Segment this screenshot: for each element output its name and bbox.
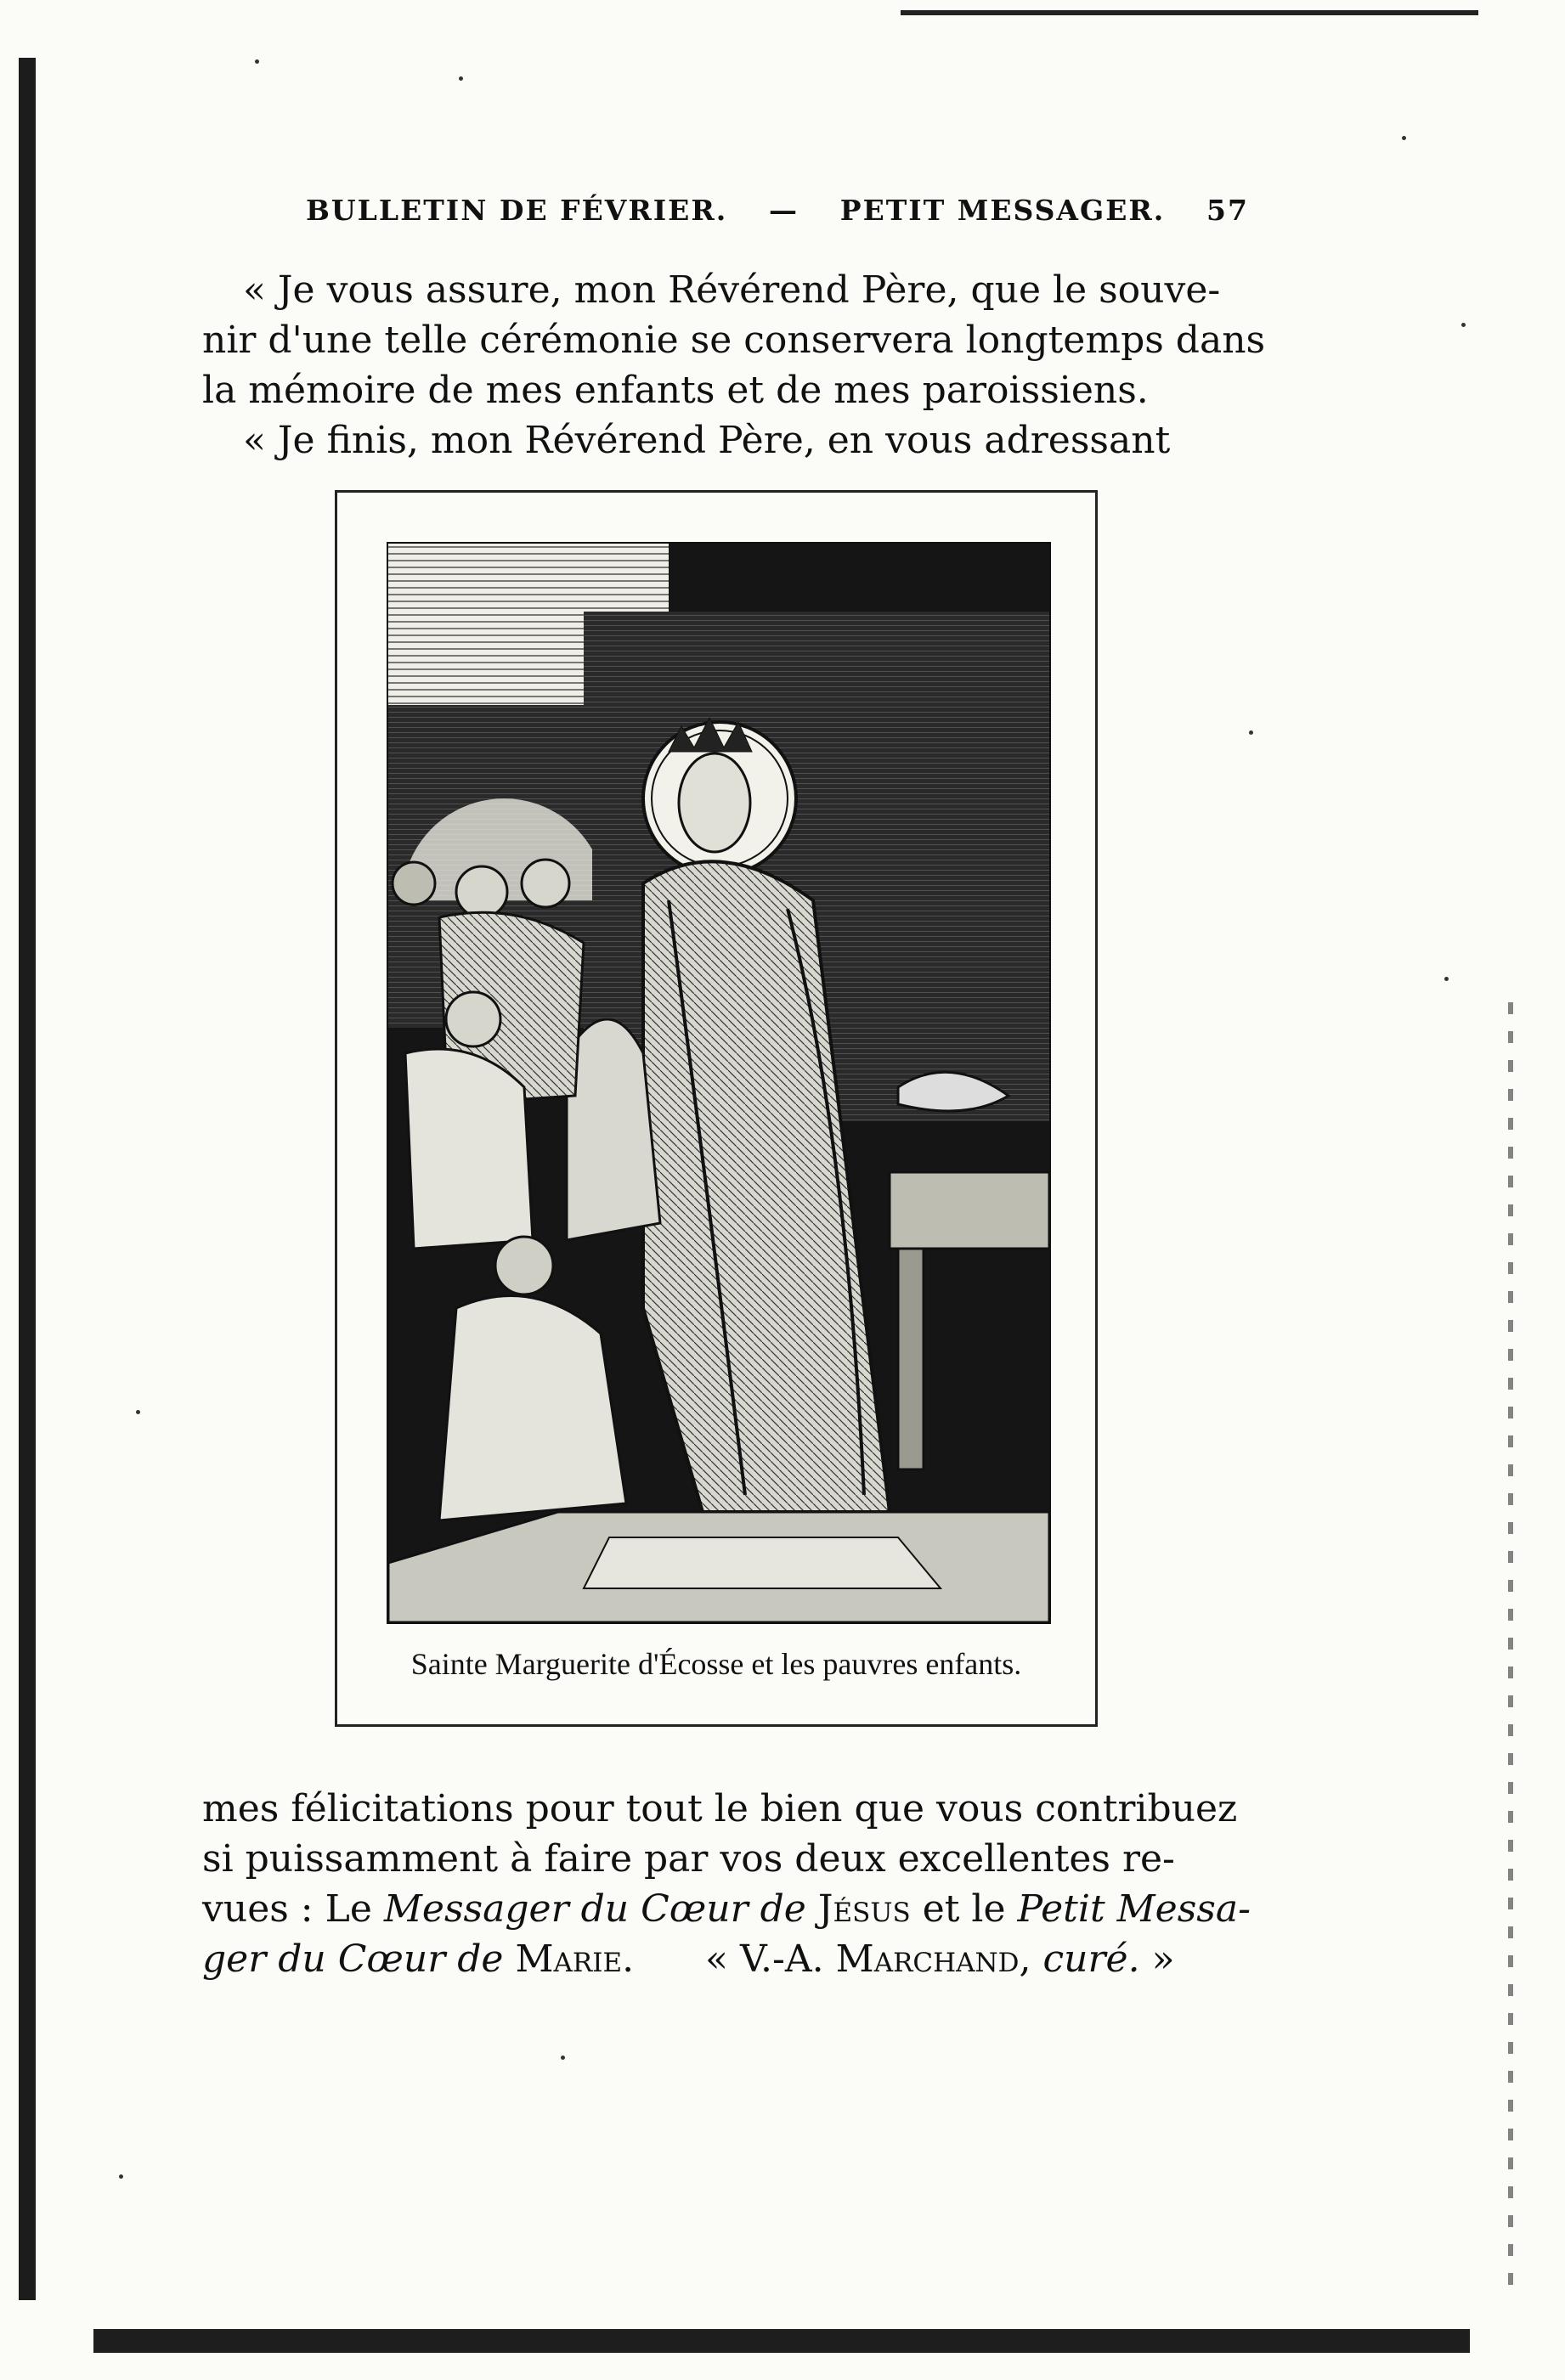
scan-left-edge xyxy=(19,58,36,2300)
text-line: la mémoire de mes enfants et de mes paroissiens. xyxy=(202,369,1149,412)
text-line xyxy=(202,1884,1251,1934)
scan-speck xyxy=(1402,136,1406,140)
text-run: Marie. xyxy=(515,1937,635,1981)
journal-title: Petit Messa- xyxy=(1017,1887,1251,1931)
scan-top-edge xyxy=(901,10,1478,15)
running-head-right: PETIT MESSAGER. xyxy=(839,194,1166,227)
illustration-frame xyxy=(335,490,1098,1727)
scan-speck xyxy=(136,1410,140,1414)
scan-speck xyxy=(1444,977,1449,981)
text-line xyxy=(202,1934,1230,1984)
scan-right-edge xyxy=(1508,1002,1513,2293)
scan-speck xyxy=(1249,730,1253,735)
top-paragraphs xyxy=(202,265,1266,465)
signature-name: Marchand, xyxy=(835,1937,1031,1981)
journal-title: Messager du Cœur de xyxy=(383,1887,806,1931)
text-line: « Je vous assure, mon Révérend Père, que le souve- xyxy=(243,268,1221,312)
text-line: « Je finis, mon Révérend Père, en vous adressant xyxy=(243,419,1171,462)
engraving xyxy=(387,542,1051,1624)
figure-caption: Sainte Marguerite d'Écosse et les pauvres enfants. xyxy=(410,1647,1022,1681)
running-head-left: BULLETIN DE FÉVRIER. xyxy=(306,194,728,227)
scan-speck xyxy=(119,2174,123,2179)
page-number: 57 xyxy=(1206,194,1249,227)
text-line: mes félicitations pour tout le bien que vous contribuez xyxy=(202,1787,1238,1830)
scan-speck xyxy=(459,76,463,81)
signature-title: curé. xyxy=(1042,1937,1140,1981)
signature-open: « V.-A. xyxy=(705,1937,824,1981)
scan-speck xyxy=(561,2056,565,2060)
text-line: nir d'une telle cérémonie se conservera longtemps dans xyxy=(202,319,1266,362)
journal-title: ger du Cœur de xyxy=(202,1937,504,1981)
running-head-dash: — xyxy=(769,194,799,227)
scan-bottom-edge xyxy=(93,2329,1470,2353)
text-line: si puissamment à faire par vos deux excellentes re- xyxy=(202,1837,1175,1881)
scan-speck xyxy=(1461,323,1466,327)
scan-speck xyxy=(255,59,259,64)
text-run: Jésus xyxy=(817,1887,911,1931)
text-run: et le xyxy=(922,1887,1006,1931)
signature-close: » xyxy=(1151,1937,1175,1981)
bottom-paragraph xyxy=(202,1784,1251,1984)
engraving-illustration xyxy=(388,544,1049,1622)
running-head xyxy=(306,194,1249,227)
text-run: vues : Le xyxy=(202,1887,372,1931)
